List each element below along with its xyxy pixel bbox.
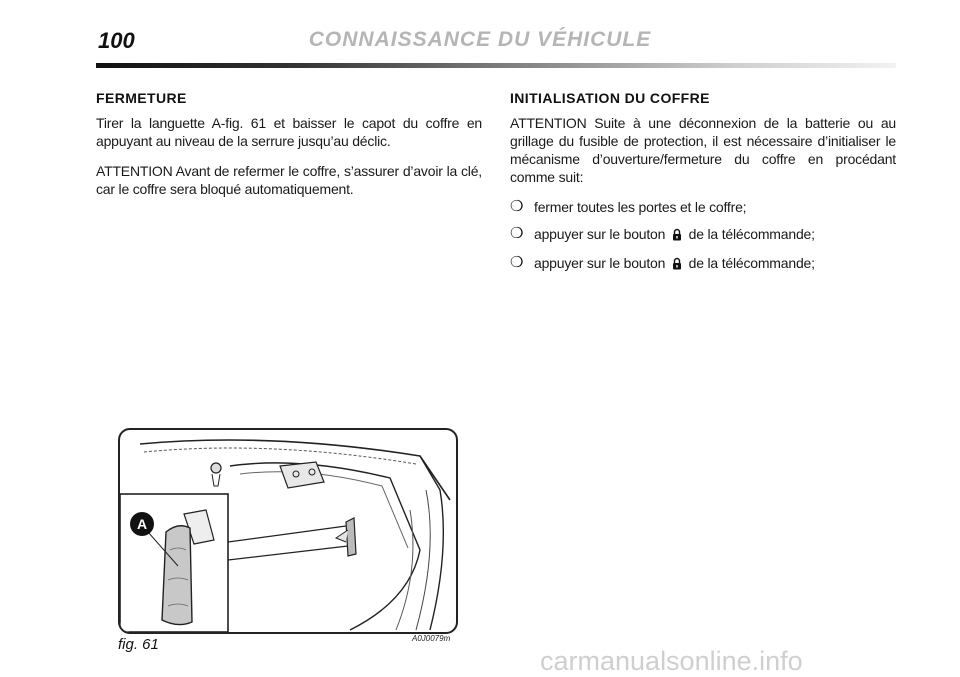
list-item — [510, 225, 896, 245]
list-item-text-after: de la télécommande; — [688, 255, 815, 271]
list-item-text-after: de la télécommande; — [688, 226, 815, 242]
header-rule — [96, 63, 896, 68]
right-column — [510, 90, 896, 283]
list-item — [510, 254, 896, 274]
list-item — [510, 198, 896, 216]
page-number: 100 — [98, 28, 135, 53]
latch-detail — [280, 462, 324, 488]
lock-icon — [672, 256, 682, 274]
trunk-illustration — [118, 428, 458, 634]
bullet-list — [510, 198, 896, 274]
left-column — [96, 90, 482, 210]
figure-code: A0J0079m — [412, 634, 451, 643]
paragraph-initialisation: ATTENTION Suite à une déconnexion de la batterie ou au grillage du fusible de protection, il est nécessaire d’initialiser le mécanisme d’ouverture/fermeture du coffre en procédant comme suit: — [510, 115, 896, 185]
list-item-text: appuyer sur le bouton — [534, 226, 666, 242]
section-heading-fermeture: FERMETURE — [96, 90, 187, 106]
running-title: CONNAISSANCE DU VÉHICULE — [308, 28, 652, 51]
section-heading-initialisation: INITIALISATION DU COFFRE — [510, 90, 710, 106]
paragraph-fermeture-1: Tirer la languette A-fig. 61 et baisser le capot du coffre en appuyant au niveau de la serrure jusqu’au déclic. — [96, 115, 482, 149]
lock-icon — [672, 227, 682, 245]
list-item-text: fermer toutes les portes et le coffre; — [534, 199, 747, 215]
paragraph-fermeture-2: ATTENTION Avant de refermer le coffre, s’assurer d’avoir la clé, car le coffre sera bloqué automatiquement. — [96, 163, 482, 197]
bullet-circle-icon: ❍ — [510, 225, 524, 242]
pull-tab-small — [336, 518, 356, 556]
list-item-text: appuyer sur le bouton — [534, 255, 666, 271]
bullet-circle-icon: ❍ — [510, 198, 524, 215]
watermark: carmanualsonline.info — [540, 646, 803, 676]
bullet-circle-icon: ❍ — [510, 254, 524, 271]
figure-caption: fig. 61 — [118, 636, 159, 653]
callout-label-a: A — [136, 516, 148, 532]
